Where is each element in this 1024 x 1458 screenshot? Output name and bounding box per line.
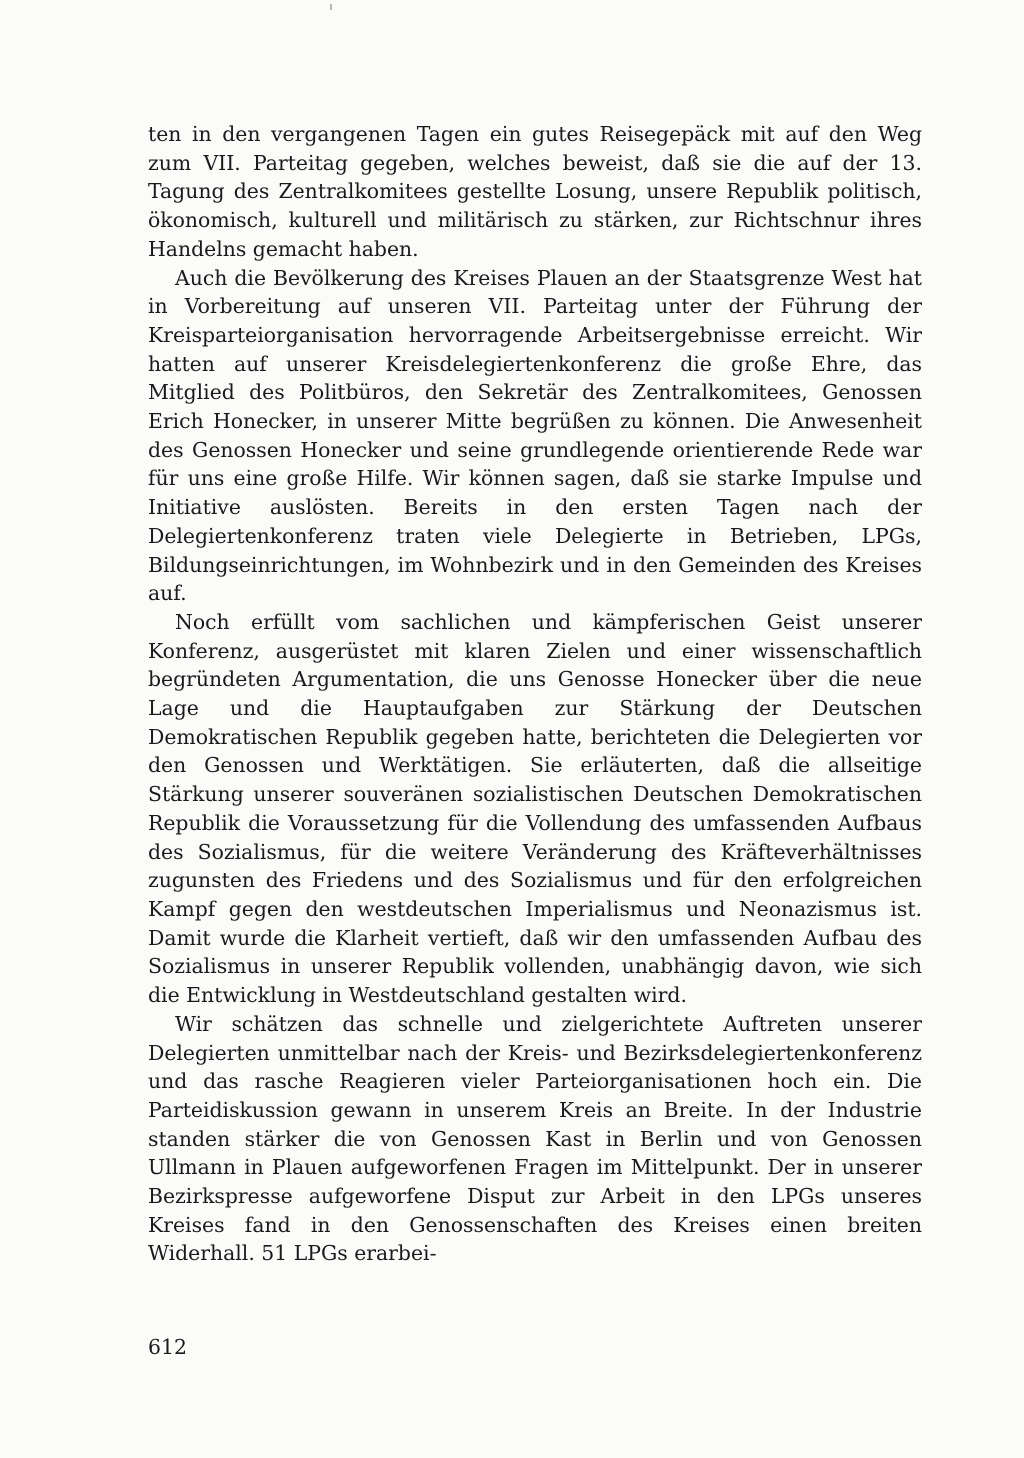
paragraph-2: Auch die Bevölkerung des Kreises Plauen an der Staatsgrenze West hat in Vorbereitung auf unseren VII. Parteitag unter der Führung der Kreisparteiorganisation hervorragende Arbeitsergebnisse erreicht. Wir hatten auf unserer Kreisdelegiertenkonferenz die große Ehre, das Mitglied des Politbüros, den Sekretär des Zentralkomitees, Genossen Erich Honecker, in unserer Mitte begrüßen zu können. Die Anwesenheit des Genossen Honecker und seine grundlegende orientierende Rede war für uns eine große Hilfe. Wir können sagen, daß sie starke Impulse und Initiative auslösten. Bereits in den ersten Tagen nach der Delegiertenkonferenz traten viele Delegierte in Betrieben, LPGs, Bildungseinrichtungen, im Wohnbezirk und in den Gemeinden des Kreises auf. bbox=[148, 265, 922, 606]
paragraph-3: Noch erfüllt vom sachlichen und kämpferischen Geist unserer Konferenz, ausgerüstet mit klaren Zielen und einer wissenschaftlich begründeten Argumentation, die uns Genosse Honecker über die neue Lage und die Hauptaufgaben zur Stärkung der Deutschen Demokratischen Republik gegeben hatte, berichteten die Delegierten vor den Genossen und Werktätigen. Sie erläuterten, daß die allseitige Stärkung unserer souveränen sozialistischen Deutschen Demokratischen Republik die Voraussetzung für die Vollendung des umfassenden Aufbaus des Sozialismus, für die weitere Veränderung des Kräfteverhältnisses zugunsten des Friedens und des Sozialismus und für den erfolgreichen Kampf gegen den westdeutschen Imperialismus und Neonazismus ist. Damit wurde die Klarheit vertieft, daß wir den umfassenden Aufbau des Sozialismus in unserer Republik vollenden, unabhängig davon, wie sich die Entwicklung in Westdeutschland gestalten wird. bbox=[148, 609, 922, 1008]
paragraph-1: ten in den vergangenen Tagen ein gutes Reisegepäck mit auf den Weg zum VII. Parteitag gegeben, welches beweist, daß sie die auf der 13. Tagung des Zentralkomitees gestellte Losung, unsere Republik politisch, ökonomisch, kulturell und militärisch zu stärken, zur Richtschnur ihres Handelns gemacht haben. bbox=[148, 122, 922, 261]
paragraph-4: Wir schätzen das schnelle und zielgerichtete Auftreten unserer Delegierten unmittelbar nach der Kreis- und Bezirksdelegiertenkonferenz und das rasche Reagieren vieler Parteiorganisationen hoch ein. Die Parteidiskussion gewann in unserem Kreis an Breite. In der Industrie standen stärker die von Genossen Kast in Berlin und von Genossen Ullmann in Plauen aufgeworfenen Fragen im Mittelpunkt. Der in unserer Bezirkspresse aufgeworfene Disput zur Arbeit in den LPGs unseres Kreises fand in den Genossenschaften des Kreises einen breiten Widerhall. 51 LPGs erarbei- bbox=[148, 1011, 922, 1266]
scan-artifact bbox=[330, 4, 332, 10]
body-text bbox=[148, 120, 922, 1268]
page-number: 612 bbox=[148, 1335, 187, 1359]
